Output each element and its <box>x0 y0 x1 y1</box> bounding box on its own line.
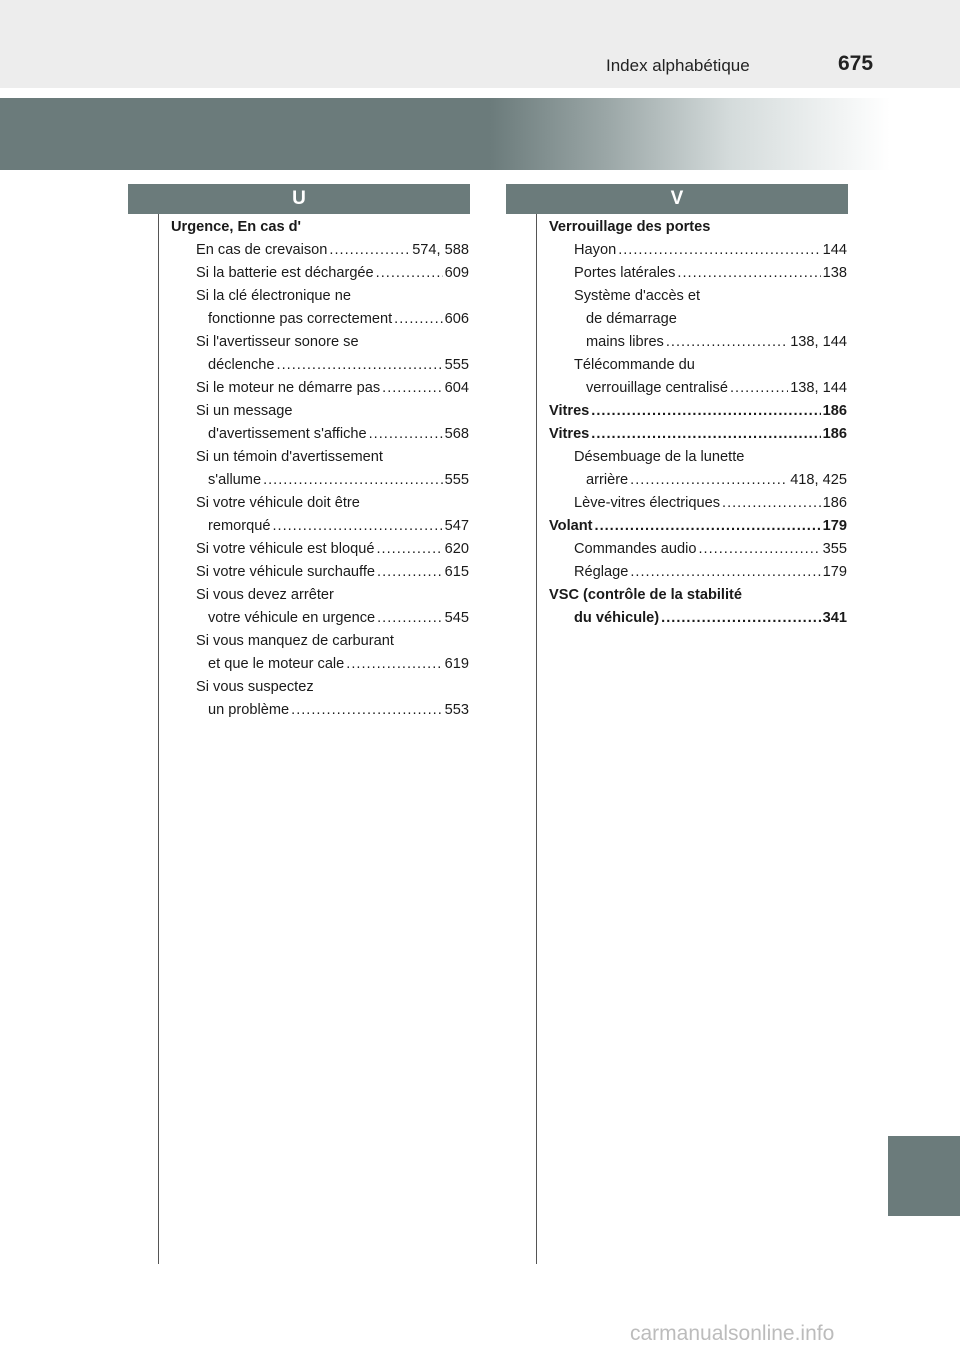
entry-page-ref: 186 <box>822 495 847 511</box>
index-entry <box>171 354 469 377</box>
entry-page-ref: 138, 144 <box>790 334 847 350</box>
index-entry <box>549 354 847 377</box>
entry-page-ref: 604 <box>444 380 469 396</box>
index-entry <box>549 216 847 239</box>
index-entry <box>549 262 847 285</box>
entry-text: Si vous devez arrêter <box>196 587 334 603</box>
index-column-v <box>549 216 847 630</box>
page-header <box>0 0 960 88</box>
index-entry <box>549 538 847 561</box>
dot-leader <box>730 377 788 400</box>
index-column-u <box>171 216 469 722</box>
entry-text: du véhicule) <box>574 610 660 626</box>
index-entry <box>171 308 469 331</box>
page-number: 675 <box>838 52 874 75</box>
entry-text: Volant <box>549 518 593 534</box>
entry-text: Si vous suspectez <box>196 679 314 695</box>
entry-text: fonctionne pas correctement <box>208 311 393 327</box>
entry-page-ref: 620 <box>444 541 469 557</box>
entry-page-ref: 619 <box>444 656 469 672</box>
dot-leader <box>329 239 410 262</box>
index-entry <box>171 607 469 630</box>
index-entry <box>549 584 847 607</box>
entry-page-ref: 615 <box>444 564 469 580</box>
entry-text: Si votre véhicule est bloqué <box>196 541 375 557</box>
entry-page-ref: 186 <box>822 426 847 442</box>
dot-leader <box>699 538 821 561</box>
entry-text: de démarrage <box>586 311 677 327</box>
index-entry <box>549 446 847 469</box>
dot-leader <box>591 400 820 423</box>
dot-leader <box>666 331 788 354</box>
entry-page-ref: 555 <box>444 357 469 373</box>
index-entry <box>171 216 469 239</box>
dot-leader <box>377 607 443 630</box>
dot-leader <box>376 538 442 561</box>
entry-text: Commandes audio <box>574 541 697 557</box>
letter-heading-v: V <box>506 184 848 214</box>
entry-text: déclenche <box>208 357 275 373</box>
entry-text: Si un message <box>196 403 293 419</box>
entry-text: Si votre véhicule surchauffe <box>196 564 376 580</box>
entry-text: mains libres <box>586 334 664 350</box>
column-divider-left <box>158 214 159 1264</box>
entry-page-ref: 179 <box>822 518 847 534</box>
entry-text: s'allume <box>208 472 262 488</box>
entry-text: VSC (contrôle de la stabilité <box>549 587 743 603</box>
index-entry <box>549 492 847 515</box>
index-entry <box>171 377 469 400</box>
entry-text: Lève-vitres électriques <box>574 495 721 511</box>
entry-text: Verrouillage des portes <box>549 219 711 235</box>
dot-leader <box>722 492 821 515</box>
dot-leader <box>277 354 443 377</box>
section-title: Index alphabétique <box>606 56 750 75</box>
entry-page-ref: 138 <box>822 265 847 281</box>
dot-leader <box>595 515 821 538</box>
entry-text: verrouillage centralisé <box>586 380 728 396</box>
header-banner <box>0 98 890 170</box>
dot-leader <box>618 239 820 262</box>
entry-text: arrière <box>586 472 629 488</box>
index-entry <box>549 377 847 400</box>
entry-text: votre véhicule en urgence <box>208 610 376 626</box>
index-entry <box>171 423 469 446</box>
dot-leader <box>346 653 442 676</box>
column-divider-right <box>536 214 537 1264</box>
index-entry <box>171 653 469 676</box>
dot-leader <box>677 262 820 285</box>
index-entry <box>171 400 469 423</box>
dot-leader <box>630 561 820 584</box>
dot-leader <box>369 423 443 446</box>
entry-page-ref: 553 <box>444 702 469 718</box>
entry-text: En cas de crevaison <box>196 242 328 258</box>
dot-leader <box>591 423 820 446</box>
letter-heading-u: U <box>128 184 470 214</box>
index-entry <box>171 676 469 699</box>
entry-page-ref: 545 <box>444 610 469 626</box>
entry-page-ref: 568 <box>444 426 469 442</box>
entry-text: remorqué <box>208 518 271 534</box>
dot-leader <box>263 469 443 492</box>
index-entry <box>171 492 469 515</box>
index-entry <box>171 239 469 262</box>
entry-page-ref: 138, 144 <box>790 380 847 396</box>
entry-page-ref: 355 <box>822 541 847 557</box>
dot-leader <box>394 308 442 331</box>
entry-text: Urgence, En cas d' <box>171 219 301 235</box>
index-entry <box>549 423 847 446</box>
entry-text: Portes latérales <box>574 265 676 281</box>
index-entry <box>549 400 847 423</box>
index-entry <box>171 285 469 308</box>
index-entry <box>549 515 847 538</box>
entry-text: Télécommande du <box>574 357 695 373</box>
entry-text: Désembuage de la lunette <box>574 449 745 465</box>
entry-text: Si la clé électronique ne <box>196 288 351 304</box>
entry-text: Si l'avertisseur sonore se <box>196 334 359 350</box>
dot-leader <box>661 607 820 630</box>
index-entry <box>171 515 469 538</box>
entry-text: d'avertissement s'affiche <box>208 426 367 442</box>
entry-page-ref: 574, 588 <box>412 242 469 258</box>
entry-text: un problème <box>208 702 290 718</box>
entry-page-ref: 179 <box>822 564 847 580</box>
index-entry <box>171 584 469 607</box>
index-entry <box>549 561 847 584</box>
index-entry <box>549 239 847 262</box>
dot-leader <box>377 561 443 584</box>
entry-text: Hayon <box>574 242 617 258</box>
entry-page-ref: 606 <box>444 311 469 327</box>
entry-text: Vitres <box>549 403 590 419</box>
entry-page-ref: 555 <box>444 472 469 488</box>
dot-leader <box>376 262 443 285</box>
entry-text: et que le moteur cale <box>208 656 345 672</box>
entry-page-ref: 418, 425 <box>790 472 847 488</box>
entry-text: Vitres <box>549 426 590 442</box>
entry-text: Système d'accès et <box>574 288 701 304</box>
chapter-tab <box>888 1136 960 1216</box>
entry-text: Si un témoin d'avertissement <box>196 449 383 465</box>
dot-leader <box>630 469 788 492</box>
entry-page-ref: 547 <box>444 518 469 534</box>
index-entry <box>171 262 469 285</box>
index-entry <box>171 538 469 561</box>
entry-page-ref: 609 <box>444 265 469 281</box>
entry-text: Si la batterie est déchargée <box>196 265 374 281</box>
index-entry <box>549 308 847 331</box>
dot-leader <box>382 377 443 400</box>
entry-page-ref: 186 <box>822 403 847 419</box>
dot-leader <box>291 699 443 722</box>
entry-page-ref: 144 <box>822 242 847 258</box>
index-entry <box>171 630 469 653</box>
entry-page-ref: 341 <box>822 610 847 626</box>
index-entry <box>549 285 847 308</box>
index-entry <box>549 607 847 630</box>
watermark: carmanualsonline.info <box>630 1322 835 1345</box>
entry-text: Réglage <box>574 564 629 580</box>
entry-text: Si vous manquez de carburant <box>196 633 394 649</box>
index-entry <box>171 446 469 469</box>
entry-text: Si le moteur ne démarre pas <box>196 380 381 396</box>
index-entry <box>171 699 469 722</box>
index-entry <box>549 331 847 354</box>
dot-leader <box>272 515 442 538</box>
index-entry <box>549 469 847 492</box>
entry-text: Si votre véhicule doit être <box>196 495 360 511</box>
index-entry <box>171 561 469 584</box>
index-entry <box>171 331 469 354</box>
index-entry <box>171 469 469 492</box>
